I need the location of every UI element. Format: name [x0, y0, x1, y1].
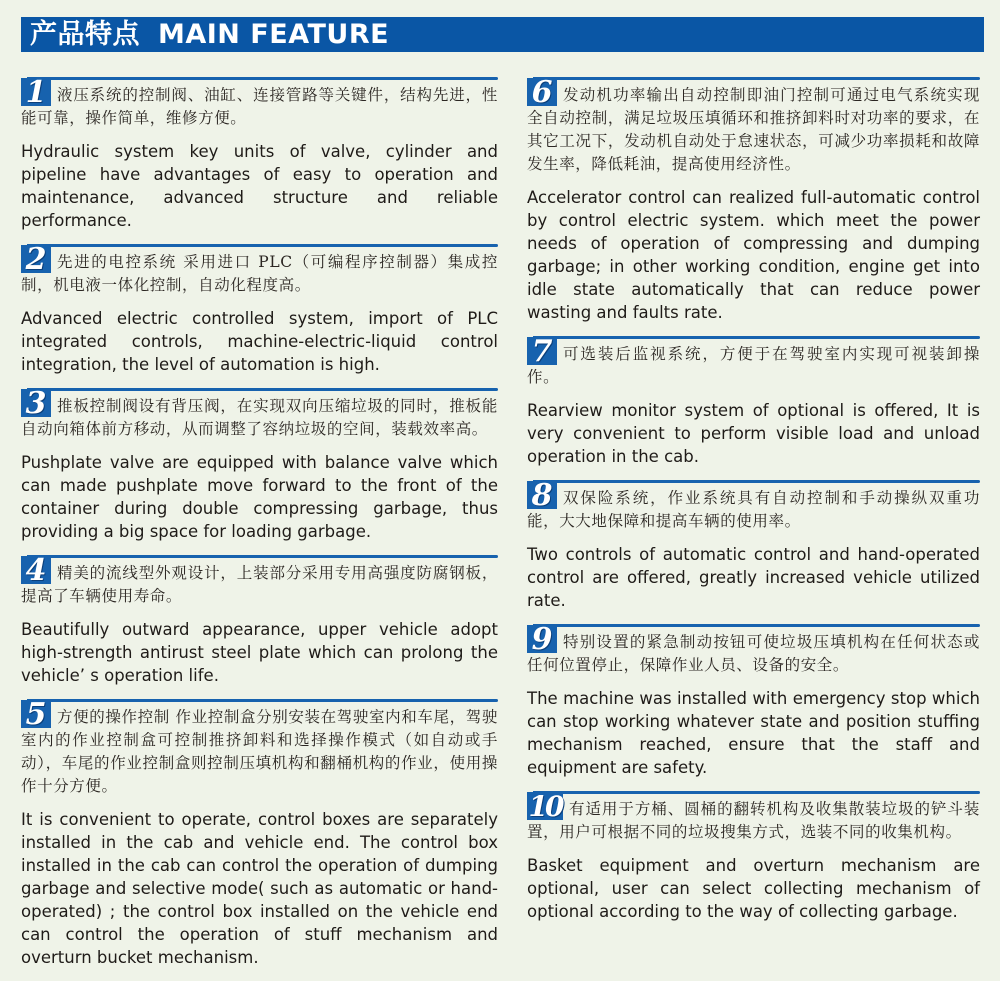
divider [27, 77, 498, 80]
feature-description-en: Two controls of automatic control and hand-operated control are offered, greatly increased vehicle utilized rate. [527, 545, 980, 610]
feature-item-6 [527, 77, 980, 324]
section-title-banner [21, 17, 984, 52]
features-column-right [527, 77, 980, 935]
feature-description-cn: 可选装后监视系统，方便于在驾驶室内实现可视装卸操作。 [527, 345, 980, 386]
feature-description-en: Beautifully outward appearance, upper vehicle adopt high-strength antirust steel plate which can prolong the vehicle’ s operation life. [21, 620, 498, 685]
feature-description-en: It is convenient to operate, control boxes are separately installed in the cab and vehicle end. The control box installed in the cab can control the operation of dumping garbage and selective mode( such as automatic or hand-operated) ; the control box installed on the vehicle end can control the operation of stuff mechanism and overturn bucket mechanism. [21, 810, 498, 967]
feature-description-en: The machine was installed with emergency stop which can stop working whatever state and position stuffing mechanism reached, ensure that the staff and equipment are safety. [527, 689, 980, 777]
feature-number-badge: 4 [21, 556, 51, 584]
feature-description-en: Basket equipment and overturn mechanism are optional, user can select collecting mechanism of optional according to the way of collecting garbage. [527, 856, 980, 921]
feature-number-badge: 9 [527, 625, 557, 653]
feature-description-cn: 双保险系统，作业系统具有自动控制和手动操纵双重功能，大大地保障和提高车辆的使用率。 [527, 489, 980, 530]
divider [27, 555, 498, 558]
feature-description-en: Accelerator control can realized full-automatic control by control electric system. which meet the power needs of operation of compressing and dumping garbage; in other working condition, engine get into idle state automatically that can reduce power wasting and faults rate. [527, 188, 980, 322]
divider [533, 336, 980, 339]
feature-number-badge: 2 [21, 245, 51, 273]
feature-number-badge: 3 [21, 389, 51, 417]
feature-number-badge: 10 [528, 790, 562, 823]
divider [533, 624, 980, 627]
feature-item-8 [527, 480, 980, 612]
feature-description-cn: 先进的电控系统 采用进口 PLC（可编程序控制器）集成控制，机电液一体化控制，自动化程度高。 [21, 253, 498, 294]
feature-description-en: Pushplate valve are equipped with balance valve which can made pushplate move forward to the front of the container during double compressing garbage, thus providing a big space for loading garbage. [21, 453, 498, 541]
feature-description-cn: 推板控制阀设有背压阀，在实现双向压缩垃圾的同时，推板能自动向箱体前方移动，从而调整了容纳垃圾的空间，装载效率高。 [21, 397, 498, 438]
feature-number-badge: 1 [21, 78, 51, 106]
divider [27, 699, 498, 702]
feature-item-1 [21, 77, 498, 232]
feature-description-cn: 发动机功率输出自动控制即油门控制可通过电气系统实现全自动控制，满足垃圾压填循环和推挤卸料时对功率的要求，在其它工况下，发动机自动处于怠速状态，可减少功率损耗和故障发生率，降低耗油，提高使用经济性。 [527, 86, 980, 173]
feature-number-badge: 8 [527, 481, 557, 509]
feature-number-badge: 7 [527, 337, 557, 365]
feature-item-3 [21, 388, 498, 543]
feature-item-5 [21, 699, 498, 969]
feature-item-9 [527, 624, 980, 779]
feature-description-en: Hydraulic system key units of valve, cylinder and pipeline have advantages of easy to operation and maintenance, advanced structure and reliable performance. [21, 142, 498, 230]
feature-description-en: Rearview monitor system of optional is offered, It is very convenient to perform visible load and unload operation in the cab. [527, 401, 980, 466]
feature-item-2 [21, 244, 498, 376]
divider [533, 480, 980, 483]
feature-description-cn: 有适用于方桶、圆桶的翻转机构及收集散装垃圾的铲斗装置，用户可根据不同的垃圾搜集方式，选装不同的收集机构。 [527, 800, 980, 841]
feature-number-badge: 6 [527, 78, 557, 106]
feature-description-cn: 特别设置的紧急制动按钮可使垃圾压填机构在任何状态或任何位置停止，保障作业人员、设备的安全。 [527, 633, 980, 674]
feature-description-en: Advanced electric controlled system, import of PLC integrated controls, machine-electric-liquid control integration, the level of automation is high. [21, 309, 498, 374]
feature-description-cn: 方便的操作控制 作业控制盒分别安装在驾驶室内和车尾，驾驶室内的作业控制盒可控制推挤卸料和选择操作模式（如自动或手动），车尾的作业控制盒则控制压填机构和翻桶机构的作业，使用操作十分方便。 [21, 708, 498, 795]
feature-description-cn: 精美的流线型外观设计，上装部分采用专用高强度防腐钢板，提高了车辆使用寿命。 [21, 564, 498, 605]
title-english: MAIN FEATURE [158, 19, 390, 50]
title-chinese: 产品特点 [30, 19, 140, 50]
divider [27, 244, 498, 247]
feature-item-7 [527, 336, 980, 468]
divider [533, 791, 980, 794]
feature-item-10 [527, 791, 980, 923]
divider [27, 388, 498, 391]
divider [533, 77, 980, 80]
features-column-left [21, 77, 498, 981]
feature-description-cn: 液压系统的控制阀、油缸、连接管路等关键件，结构先进，性能可靠，操作简单，维修方便。 [21, 86, 498, 127]
feature-number-badge: 5 [21, 700, 51, 728]
feature-item-4 [21, 555, 498, 687]
